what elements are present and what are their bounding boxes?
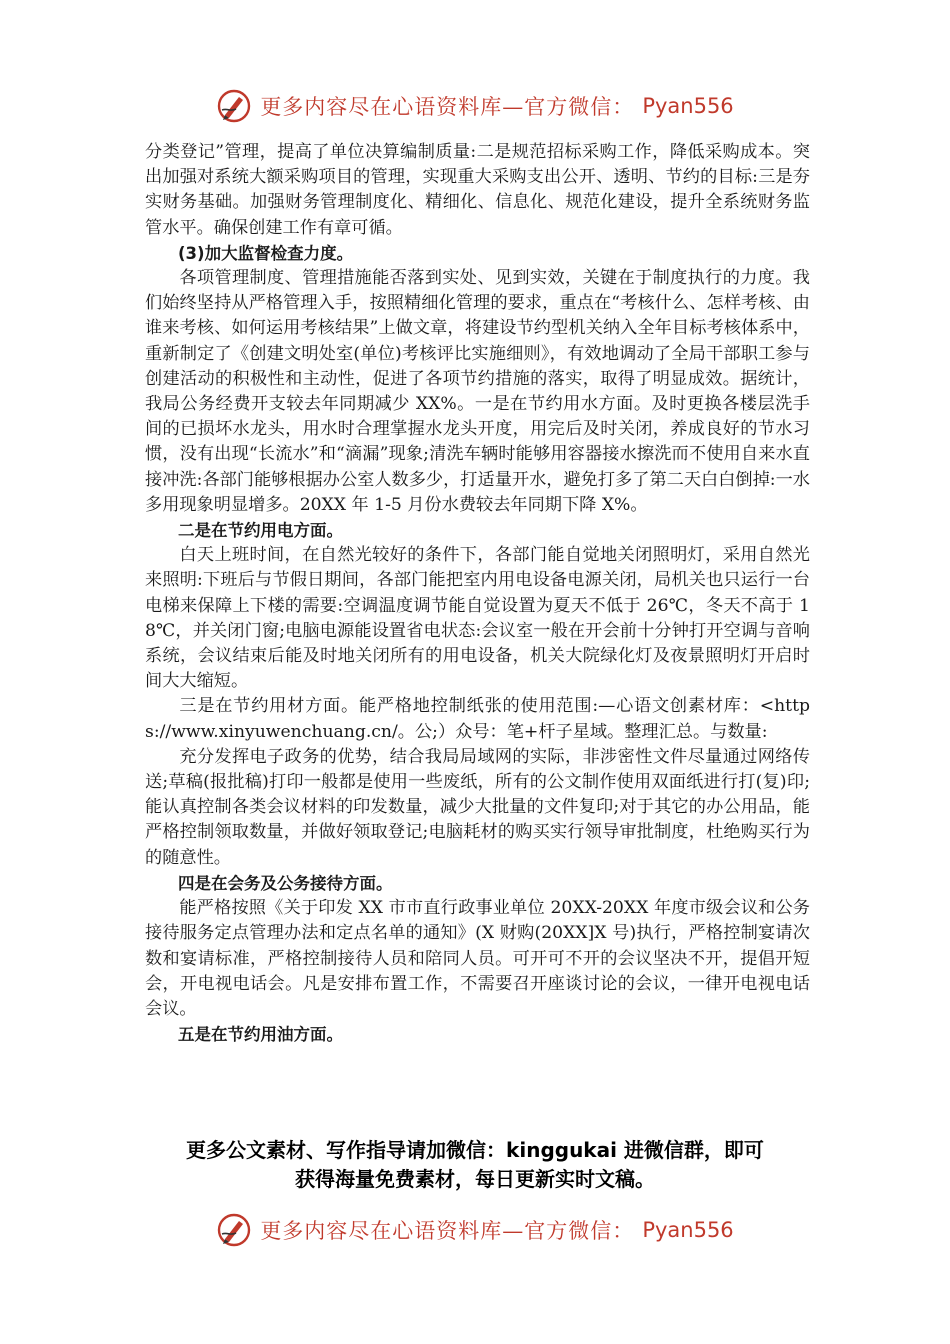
pen-logo-icon	[216, 88, 252, 124]
section-heading: (3)加大监督检查力度。	[178, 243, 354, 263]
promo-line-1: 更多公文素材、写作指导请加微信：kinggukai 进微信群，即可	[186, 1138, 764, 1162]
body-paragraph: 三是在节约用材方面。能严格地控制纸张的使用范围:—心语文创素材库：<https://www.xinyuwenchuang.cn/。公;）众号：笔+杆子星域。整理汇总。与数量:	[145, 696, 810, 742]
body-paragraph: 充分发挥电子政务的优势，结合我局局域网的实际，非涉密性文件尽量通过网络传送;草稿(报批稿)打印一般都是使用一些废纸，所有的公文制作使用双面纸进行打(复)印;能认真控制各类会议材料的印发数量，减少大批量的文件复印;对于其它的办公用品，能严格控制领取数量，并做好领取登记;电脑耗材的购买实行领导审批制度，杜绝购买行为的随意性。	[145, 746, 810, 868]
section-heading: 四是在会务及公务接待方面。	[178, 873, 393, 893]
header-banner-text: 更多内容尽在心语资料库—官方微信：	[260, 95, 635, 119]
footer-banner-wechat-id: Pyan556	[642, 1218, 734, 1242]
body-paragraph: 各项管理制度、管理措施能否落到实处、见到实效，关键在于制度执行的力度。我们始终坚持从严格管理入手，按照精细化管理的要求，重点在“考核什么、怎样考核、由谁来考核、如何运用考核结果”上做文章，将建设节约型机关纳入全年目标考核体系中，重新制定了《创建文明处室(单位)考核评比实施细则》，有效地调动了全局干部职工参与创建活动的积极性和主动性，促进了各项节约措施的落实，取得了明显成效。据统计，我局公务经费开支较去年同期减少 XX%。一是在节约用水方面。及时更换各楼层洗手间的已损坏水龙头，用水时合理掌握水龙头开度，用完后及时关闭，养成良好的节水习惯，没有出现“长流水”和“滴漏”现象;清洗车辆时能够用容器接水擦洗而不使用自来水直接冲洗:各部门能够根据办公室人数多少，打适量开水，避免打多了第二天白白倒掉:一水多用现象明显增多。20XX 年 1-5 月份水费较去年同期下降 X%。	[145, 268, 810, 515]
section-heading: 五是在节约用油方面。	[178, 1025, 343, 1045]
section-heading: 二是在节约用电方面。	[178, 521, 343, 541]
pen-logo-icon	[216, 1212, 252, 1248]
promo-notice	[130, 1136, 820, 1194]
body-paragraph: 分类登记”管理，提高了单位决算编制质量:二是规范招标采购工作，降低采购成本。突出加强对系统大额采购项目的管理，实现重大采购支出公开、透明、节约的目标:三是夯实财务基础。加强财务管理制度化、精细化、信息化、规范化建设，提升全系统财务监管水平。确保创建工作有章可循。	[145, 142, 810, 238]
promo-line-2: 获得海量免费素材，每日更新实时文稿。	[295, 1167, 655, 1191]
body-paragraph: 能严格按照《关于印发 XX 市市直行政事业单位 20XX-20XX 年度市级会议和公务接待服务定点管理办法和定点名单的通知》(X 财购(20XX]X 号)执行，严格控制宴请次数和宴请标准，严格控制接待人员和陪同人员。可开可不开的会议坚决不开，提倡开短会，开电视电话会。凡是安排布置工作，不需要召开座谈讨论的会议，一律开电视电话会议。	[145, 898, 810, 1019]
document-body	[145, 140, 810, 1047]
footer-banner	[0, 1208, 950, 1252]
body-paragraph: 白天上班时间，在自然光较好的条件下，各部门能自觉地关闭照明灯，采用自然光来照明:下班后与节假日期间，各部门能把室内用电设备电源关闭，局机关也只运行一台电梯来保障上下楼的需要:空调温度调节能自觉设置为夏天不低于 26℃，冬天不高于 18℃，并关闭门窗;电脑电源能设置省电状态:会议室一般在开会前十分钟打开空调与音响系统，会议结束后能及时地关闭所有的用电设备，机关大院绿化灯及夜景照明灯开启时间大大缩短。	[145, 545, 810, 692]
header-banner-wechat-id: Pyan556	[642, 94, 734, 118]
header-banner	[0, 84, 950, 128]
footer-banner-text: 更多内容尽在心语资料库—官方微信：	[260, 1219, 635, 1243]
